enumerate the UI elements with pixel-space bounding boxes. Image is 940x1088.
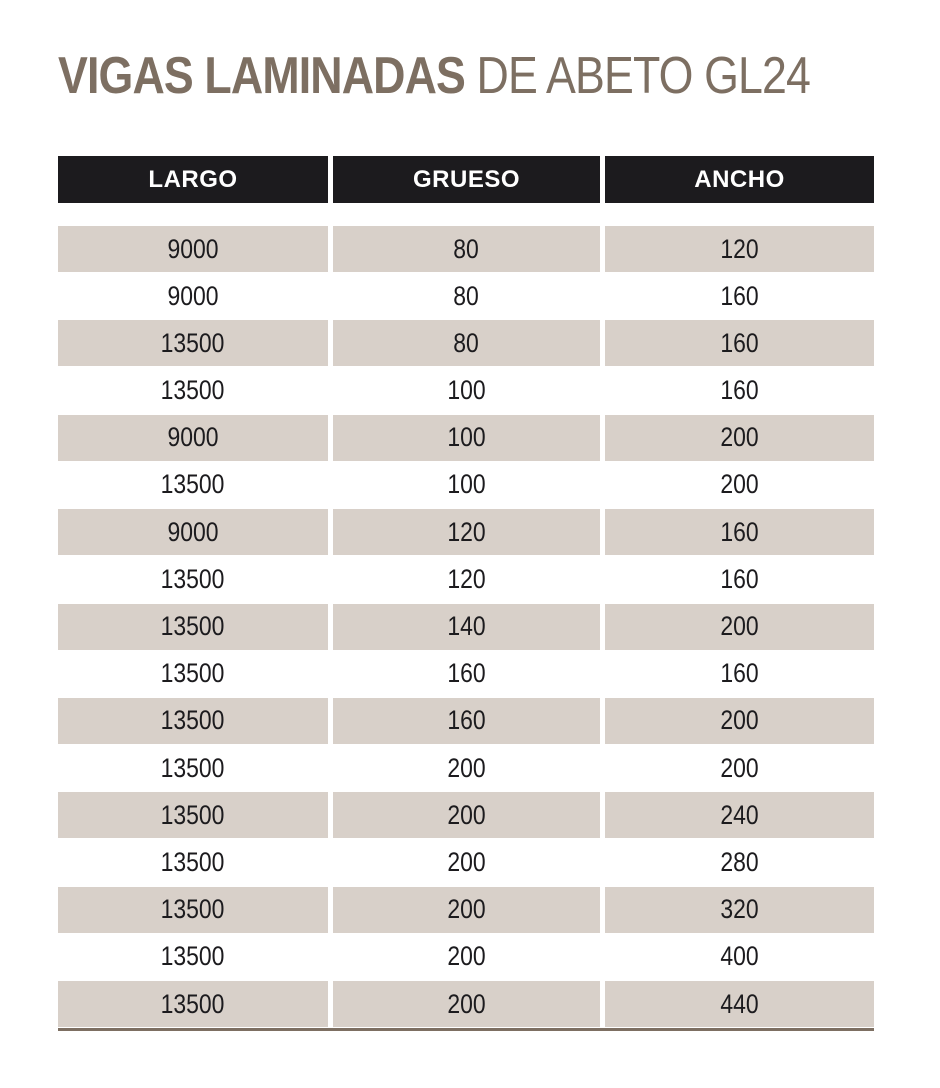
cell-value: 440 — [720, 988, 759, 1019]
table-row — [58, 792, 874, 839]
table-row — [58, 651, 874, 698]
cell-grueso — [333, 698, 600, 744]
cell-value: 120 — [447, 563, 486, 594]
cell-value: 9000 — [167, 422, 219, 453]
cell-value: 200 — [447, 941, 486, 972]
cell-grueso — [333, 651, 600, 697]
cell-ancho — [605, 698, 874, 744]
cell-value: 200 — [447, 894, 486, 925]
cell-value: 160 — [720, 658, 759, 689]
cell-value: 160 — [720, 516, 759, 547]
cell-largo — [58, 934, 328, 980]
cell-value: 13500 — [161, 327, 225, 358]
cell-largo — [58, 509, 328, 555]
cell-ancho — [605, 273, 874, 319]
cell-value: 120 — [720, 233, 759, 264]
cell-value: 200 — [720, 422, 759, 453]
table-row — [58, 509, 874, 556]
cell-ancho — [605, 839, 874, 885]
cell-value: 120 — [447, 516, 486, 547]
cell-value: 9000 — [167, 280, 219, 311]
table-row — [58, 698, 874, 745]
cell-grueso — [333, 887, 600, 933]
cell-ancho — [605, 792, 874, 838]
cell-value: 200 — [447, 752, 486, 783]
table-row — [58, 320, 874, 367]
cell-value: 9000 — [167, 233, 219, 264]
cell-largo — [58, 226, 328, 272]
cell-value: 200 — [447, 988, 486, 1019]
table-row — [58, 745, 874, 792]
cell-ancho — [605, 415, 874, 461]
cell-value: 9000 — [167, 516, 219, 547]
cell-grueso — [333, 556, 600, 602]
cell-value: 100 — [447, 422, 486, 453]
table-row — [58, 226, 874, 273]
cell-ancho — [605, 320, 874, 366]
table-row — [58, 273, 874, 320]
cell-value: 13500 — [161, 988, 225, 1019]
cell-ancho — [605, 368, 874, 414]
cell-grueso — [333, 792, 600, 838]
title-light: DE ABETO GL24 — [464, 47, 811, 105]
page-title — [58, 46, 810, 106]
cell-value: 280 — [720, 846, 759, 877]
cell-value: 200 — [720, 469, 759, 500]
header-largo: LARGO — [58, 156, 328, 203]
cell-value: 80 — [453, 280, 480, 311]
table-row — [58, 462, 874, 509]
cell-grueso — [333, 415, 600, 461]
cell-value: 13500 — [161, 799, 225, 830]
cell-grueso — [333, 509, 600, 555]
cell-value: 160 — [447, 658, 486, 689]
cell-largo — [58, 887, 328, 933]
cell-grueso — [333, 934, 600, 980]
cell-ancho — [605, 981, 874, 1027]
cell-largo — [58, 556, 328, 602]
cell-value: 13500 — [161, 705, 225, 736]
cell-value: 13500 — [161, 846, 225, 877]
cell-value: 13500 — [161, 894, 225, 925]
cell-largo — [58, 604, 328, 650]
cell-grueso — [333, 745, 600, 791]
table-row — [58, 839, 874, 886]
table-row — [58, 934, 874, 981]
cell-value: 80 — [453, 233, 480, 264]
cell-grueso — [333, 981, 600, 1027]
cell-value: 13500 — [161, 941, 225, 972]
cell-ancho — [605, 509, 874, 555]
cell-grueso — [333, 320, 600, 366]
cell-grueso — [333, 604, 600, 650]
cell-value: 200 — [720, 611, 759, 641]
cell-largo — [58, 698, 328, 744]
cell-ancho — [605, 745, 874, 791]
cell-ancho — [605, 462, 874, 508]
cell-ancho — [605, 934, 874, 980]
cell-largo — [58, 273, 328, 319]
cell-largo — [58, 981, 328, 1027]
cell-grueso — [333, 462, 600, 508]
cell-value: 200 — [447, 799, 486, 830]
cell-value: 100 — [447, 469, 486, 500]
table-row — [58, 556, 874, 603]
cell-value: 160 — [720, 327, 759, 358]
cell-value: 160 — [447, 705, 486, 736]
table-row — [58, 368, 874, 415]
cell-value: 80 — [453, 327, 480, 358]
cell-value: 13500 — [161, 375, 225, 406]
cell-ancho — [605, 887, 874, 933]
cell-largo — [58, 651, 328, 697]
cell-value: 160 — [720, 280, 759, 311]
table-row — [58, 887, 874, 934]
cell-value: 13500 — [161, 469, 225, 500]
cell-value: 200 — [447, 846, 486, 877]
cell-value: 160 — [720, 563, 759, 594]
table-row — [58, 604, 874, 651]
cell-value: 140 — [447, 611, 486, 641]
cell-value: 200 — [720, 752, 759, 783]
cell-value: 13500 — [161, 658, 225, 689]
header-ancho: ANCHO — [605, 156, 874, 203]
cell-ancho — [605, 556, 874, 602]
cell-value: 160 — [720, 375, 759, 406]
cell-value: 13500 — [161, 563, 225, 594]
cell-value: 400 — [720, 941, 759, 972]
cell-largo — [58, 320, 328, 366]
cell-value: 100 — [447, 375, 486, 406]
cell-ancho — [605, 604, 874, 650]
cell-value: 240 — [720, 799, 759, 830]
cell-grueso — [333, 226, 600, 272]
table-header — [58, 156, 874, 203]
cell-largo — [58, 792, 328, 838]
cell-value: 13500 — [161, 611, 225, 641]
cell-grueso — [333, 839, 600, 885]
table-body — [58, 226, 874, 1028]
cell-ancho — [605, 226, 874, 272]
cell-value: 320 — [720, 894, 759, 925]
cell-grueso — [333, 368, 600, 414]
bottom-rule — [58, 1028, 874, 1031]
cell-value: 13500 — [161, 752, 225, 783]
header-grueso: GRUESO — [333, 156, 600, 203]
dimensions-table — [58, 156, 874, 1031]
cell-grueso — [333, 273, 600, 319]
cell-largo — [58, 745, 328, 791]
cell-largo — [58, 415, 328, 461]
table-row — [58, 981, 874, 1028]
cell-largo — [58, 368, 328, 414]
cell-ancho — [605, 651, 874, 697]
cell-largo — [58, 462, 328, 508]
table-row — [58, 415, 874, 462]
cell-largo — [58, 839, 328, 885]
title-bold: VIGAS LAMINADAS — [58, 47, 465, 105]
cell-value: 200 — [720, 705, 759, 736]
